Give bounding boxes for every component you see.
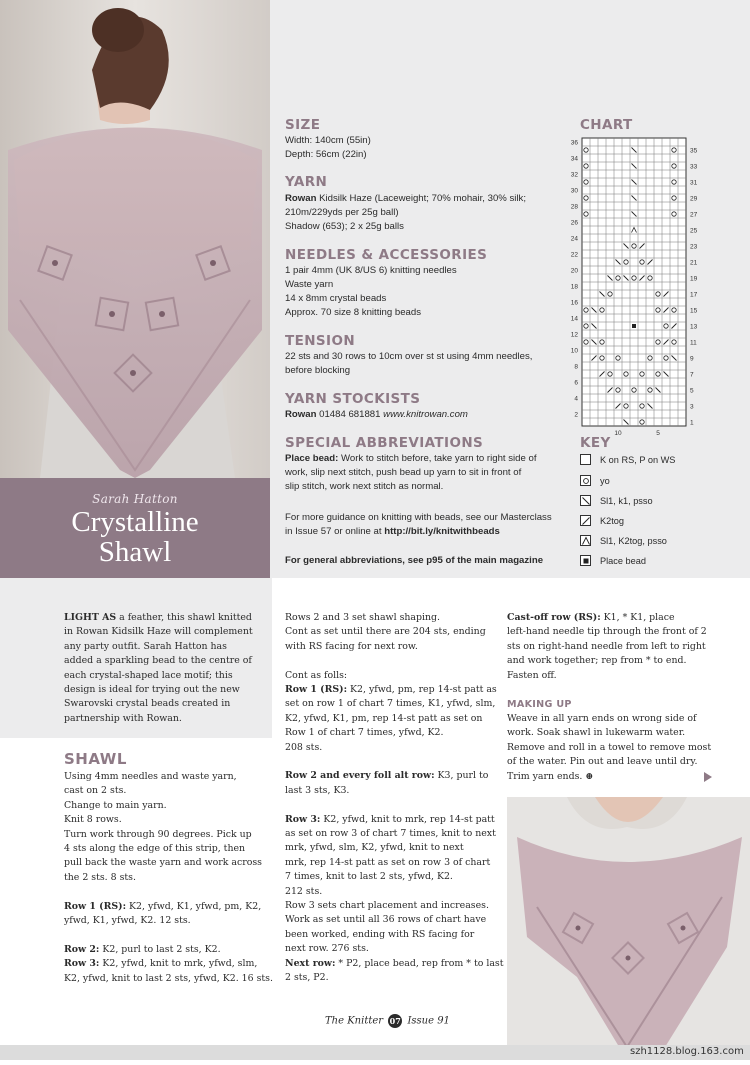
chart-col-label: 10 [614, 430, 622, 437]
detail-photo [507, 797, 750, 1060]
r3-line: mrk, yfwd, slm, K2, yfwd, knit to next [285, 842, 464, 854]
intro-text [64, 611, 253, 726]
r1-line: Row 1 of chart 7 times, yfwd, K2. [285, 727, 444, 739]
chart-row-label: 20 [570, 267, 578, 275]
shawl-line: cast on 2 sts. [64, 785, 127, 797]
castoff-line: left-hand needle tip through the front of 2 [507, 626, 707, 638]
chart-row-label: 23 [690, 243, 698, 251]
castoff-line: and work together; rep from * to end. [507, 655, 687, 667]
castoff-line: Fasten off. [507, 669, 557, 681]
making-up-line: Weave in all yarn ends on wrong side of [507, 713, 697, 724]
chart-row-label: 14 [570, 315, 578, 323]
intro-lead: LIGHT AS [64, 612, 117, 623]
r2-line: K3, purl to [434, 770, 489, 782]
chart-row-label: 30 [570, 187, 578, 195]
chart-row-label: 4 [574, 395, 578, 403]
yarn-line: Shadow (653); 2 x 25g balls [285, 221, 404, 232]
key-label: Sl1, k1, psso [600, 496, 653, 506]
title-band [0, 478, 270, 578]
pattern-title-line1: Crystalline [71, 506, 199, 538]
row1-line: yfwd, K1, yfwd, K2. 12 sts. [64, 915, 191, 927]
r3-line: as set on row 3 of chart 7 times, knit to next [285, 828, 496, 840]
chart-row-label: 19 [690, 275, 698, 283]
magazine-name: The Knitter [325, 1015, 384, 1027]
col2-line: with RS facing for next row. [285, 640, 418, 652]
key-label: Sl1, K2tog, psso [600, 536, 667, 546]
shawl-line: Knit 8 rows. [64, 814, 122, 826]
chart-row-label: 33 [690, 163, 698, 171]
hero-photo [0, 0, 270, 478]
chart-heading: CHART [580, 117, 633, 133]
r1-label: Row 1 (RS): [285, 684, 348, 696]
needles-line: Approx. 70 size 8 knitting beads [285, 307, 421, 318]
chart-row-label: 18 [570, 283, 578, 291]
intro-line: design is ideal for trying out the new [64, 684, 240, 696]
chart-row-label: 31 [690, 179, 698, 187]
key-label: K on RS, P on WS [600, 455, 676, 465]
castoff-line: K1, * K1, place [600, 612, 675, 623]
chart-row-label: 17 [690, 291, 698, 299]
chart-row-label: 9 [690, 355, 694, 363]
intro-line: a feather, this shawl knitted [116, 612, 252, 623]
making-up-line: of the water. Pin out and leave until dry. [507, 756, 698, 768]
yarn-brand: Rowan [285, 193, 317, 204]
chart-row-label: 32 [570, 171, 578, 179]
yarn-heading: YARN [285, 174, 328, 190]
abbrev-term: Place bead: [285, 453, 339, 464]
stockists-heading: YARN STOCKISTS [285, 391, 421, 407]
stockist-url[interactable]: www.knitrowan.com [383, 409, 468, 420]
pattern-title-line2: Shawl [98, 536, 172, 568]
size-text [285, 134, 371, 162]
key-symbol-caret-icon [580, 535, 591, 546]
stockists-text [285, 408, 468, 422]
yarn-text [285, 192, 526, 234]
page-number: 07 [389, 1016, 401, 1026]
stockist-brand: Rowan [285, 409, 317, 420]
key-heading: KEY [580, 435, 611, 451]
chart-row-label: 28 [570, 203, 578, 211]
making-up-line: Remove and roll in a towel to remove most [507, 741, 712, 753]
general-abbrev-text [285, 554, 543, 568]
chart-row-label: 35 [690, 147, 698, 155]
chart-row-label: 10 [570, 347, 578, 355]
guide-text [285, 511, 552, 539]
chart-row-label: 24 [570, 235, 578, 243]
issue-number: Issue 91 [407, 1015, 450, 1027]
instructions-col3 [507, 611, 707, 683]
intro-line: in Rowan Kidsilk Haze will complement [64, 626, 253, 638]
key-label: Place bead [600, 556, 646, 566]
yarn-line: Kidsilk Haze (Laceweight; 70% mohair, 30% silk; [316, 193, 527, 204]
chart-row-label: 8 [574, 363, 578, 371]
r2-line: last 3 sts, K3. [285, 784, 350, 796]
next-row-line: * P2, place bead, rep from * to last [335, 957, 504, 969]
shawl-line: pull back the waste yarn and work across [64, 857, 262, 869]
shawl-heading: SHAWL [64, 750, 127, 768]
chart-row-label: 15 [690, 307, 698, 315]
making-up-heading: MAKING UP [507, 699, 572, 710]
r3-line: K2, yfwd, knit to mrk, rep 14-st patt [320, 813, 495, 825]
chart-col-label: 5 [656, 430, 660, 437]
r3-label: Row 3: [285, 813, 321, 825]
row1-label: Row 1 (RS): [64, 900, 127, 912]
end-mark-icon: ⊕ [585, 770, 594, 782]
tension-line: before blocking [285, 365, 351, 376]
tension-heading: TENSION [285, 333, 356, 349]
r3-line: next row. 276 sts. [285, 943, 369, 955]
chart-row-label: 29 [690, 195, 698, 203]
r1-line: K2, yfwd, K1, pm, rep 14-st patt as set on [285, 712, 483, 724]
making-up-line: work. Soak shawl in lukewarm water. [507, 727, 686, 739]
tension-text [285, 350, 532, 378]
model-photo-illustration [0, 0, 270, 478]
making-up-text [507, 712, 711, 784]
castoff-line: sts on right-hand needle from left to right [507, 640, 706, 652]
r1-line: K2, yfwd, pm, rep 14-st patt as [347, 684, 497, 696]
stockist-phone: 01484 681881 [316, 409, 384, 420]
chart-row-label: 6 [574, 379, 578, 387]
needles-text [285, 264, 457, 320]
shawl-text [64, 770, 273, 986]
row1-line: K2, yfwd, K1, yfwd, pm, K2, [126, 900, 262, 912]
yarn-line: 210m/229yds per 25g ball) [285, 207, 399, 218]
key-symbol-backslash-icon [580, 495, 591, 506]
knitting-chart-svg [560, 134, 710, 437]
shawl-line: Turn work through 90 degrees. Pick up [64, 828, 252, 840]
intro-line: any party outfit. Sarah Hatton has [64, 640, 227, 652]
chart-row-label: 13 [690, 323, 698, 331]
chart-row-label: 5 [690, 387, 694, 395]
chart-row-label: 36 [570, 139, 578, 147]
next-row-line: 2 sts, P2. [285, 972, 329, 984]
chart-symbol-bead [632, 324, 636, 328]
tension-line: 22 sts and 30 rows to 10cm over st st using 4mm needles, [285, 351, 533, 362]
abbrev-line: slip stitch, work next stitch as normal. [285, 481, 444, 492]
col2-line: Rows 2 and 3 set shawl shaping. [285, 612, 441, 623]
chart-row-label: 16 [570, 299, 578, 307]
chart-row-label: 2 [574, 411, 578, 419]
abbrev-heading: SPECIAL ABBREVIATIONS [285, 435, 484, 451]
r3-line: 212 sts. [285, 885, 323, 897]
chart-row-label: 21 [690, 259, 698, 267]
chart-row-label: 34 [570, 155, 578, 163]
chart-row-label: 3 [690, 403, 694, 411]
key-symbol-square-icon [580, 555, 591, 566]
guide-line: For more guidance on knitting with beads, see our Masterclass [285, 512, 552, 523]
chart [560, 134, 710, 437]
size-line: Depth: 56cm (22in) [285, 149, 367, 160]
chart-row-label: 1 [690, 419, 694, 427]
shawl-line: the 2 sts. 8 sts. [64, 871, 136, 883]
intro-line: each crystal-shaped lace motif; this [64, 669, 233, 681]
detail-photo-illustration [507, 797, 750, 1060]
chart-row-label: 27 [690, 211, 698, 219]
page-footer [325, 1014, 450, 1028]
chart-row-label: 7 [690, 371, 694, 379]
size-line: Width: 140cm (55in) [285, 135, 371, 146]
row3-line: K2, yfwd, knit to last 2 sts, yfwd, K2. 16 sts. [64, 972, 273, 984]
chart-row-label: 11 [690, 339, 697, 347]
needles-line: 14 x 8mm crystal beads [285, 293, 387, 304]
needles-heading: NEEDLES & ACCESSORIES [285, 247, 488, 263]
next-row-label: Next row: [285, 957, 336, 969]
guide-line: in Issue 57 or online at [285, 526, 385, 537]
key-symbol-empty-icon [580, 454, 591, 465]
key-label: K2tog [600, 516, 625, 526]
r2-label: Row 2 and every foll alt row: [285, 770, 435, 782]
key-label: yo [600, 476, 610, 486]
row2-text: K2, purl to last 2 sts, K2. [99, 943, 221, 955]
row3-label: Row 3: [64, 958, 100, 970]
r3-line: 7 times, knit to last 2 sts, yfwd, K2. [285, 871, 453, 883]
making-up-line: Trim yarn ends. [507, 770, 586, 782]
r3-line: Row 3 sets chart placement and increases. [285, 900, 489, 912]
abbrev-line: Work to stitch before, take yarn to right side of [338, 453, 537, 464]
r1-line: 208 sts. [285, 741, 323, 753]
row3-line: K2, yfwd, knit to mrk, yfwd, slm, [99, 958, 258, 970]
shawl-line: Change to main yarn. [64, 799, 167, 811]
needles-line: Waste yarn [285, 279, 334, 290]
abbrev-line: work, slip next stitch, push bead up yarn to sit in front of [285, 467, 522, 478]
instructions-col2 [285, 611, 504, 986]
intro-line: partnership with Rowan. [64, 712, 182, 724]
row2-label: Row 2: [64, 943, 100, 955]
r3-line: been worked, ending with RS facing for [285, 928, 475, 940]
key-symbol-slash-icon [580, 515, 591, 526]
col2-line: Cont as set until there are 204 sts, ending [285, 626, 486, 638]
chart-row-label: 22 [570, 251, 578, 259]
key-symbol-o-icon [580, 475, 591, 486]
castoff-label: Cast-off row (RS): [507, 612, 601, 623]
author-name: Sarah Hatton [92, 492, 178, 506]
r3-line: mrk, rep 14-st patt as set on row 3 of chart [285, 856, 491, 868]
chart-row-label: 26 [570, 219, 578, 227]
needles-line: 1 pair 4mm (UK 8/US 6) knitting needles [285, 265, 457, 276]
size-heading: SIZE [285, 117, 321, 133]
shawl-line: 4 sts along the edge of this strip, then [64, 843, 246, 855]
chart-row-label: 25 [690, 227, 698, 235]
general-abbrev: For general abbreviations, see p95 of the main magazine [285, 555, 544, 566]
watermark: szh1128.blog.163.com [630, 1046, 744, 1057]
intro-line: Swarovski crystal beads created in [64, 698, 231, 710]
abbrev-text [285, 452, 537, 494]
cont-text: Cont as folls: [285, 669, 348, 681]
shawl-line: Using 4mm needles and waste yarn, [64, 771, 237, 782]
guide-link[interactable]: http://bit.ly/knitwithbeads [384, 526, 500, 537]
r3-line: Work as set until all 36 rows of chart have [285, 914, 487, 926]
r1-line: set on row 1 of chart 7 times, K1, yfwd, slm, [285, 698, 496, 710]
intro-line: added a sparkling bead to the centre of [64, 655, 252, 667]
continue-arrow-icon [704, 772, 712, 782]
chart-row-label: 12 [570, 331, 578, 339]
